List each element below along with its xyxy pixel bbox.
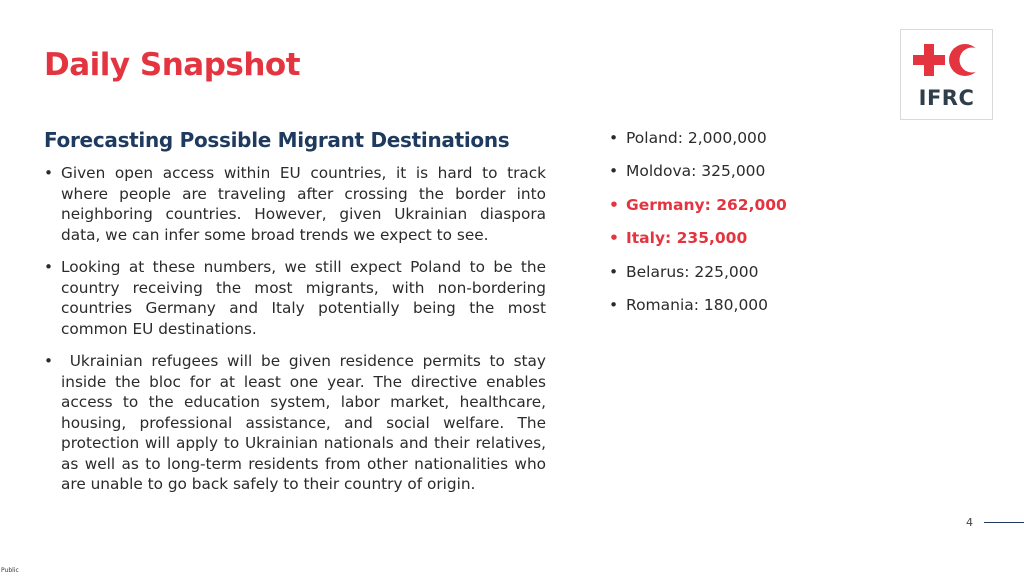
logo-text: IFRC [918,86,975,110]
red-crescent-icon [949,44,985,76]
ifrc-logo [900,29,993,120]
bullet-icon: • [44,164,54,182]
destination-text: Moldova: 325,000 [626,162,766,181]
destination-item-poland [609,127,787,160]
destination-item-belarus [609,261,787,294]
destination-item-italy [609,227,787,260]
page-title: Daily Snapshot [44,47,301,83]
destination-text: Poland: 2,000,000 [626,129,767,147]
paragraph-text: Looking at these numbers, we still expect Poland to be the country receiving the most migrants, with non-bordering countries Germany and Italy potentially being the most common EU destinations. [61,258,546,338]
list-item [44,351,551,495]
bullet-icon: • [609,195,619,214]
list-item [44,163,546,245]
logo-emblem [901,30,992,90]
bullet-icon: • [609,162,619,181]
bullet-icon: • [44,258,54,276]
destination-item-moldova [609,160,787,193]
classification-label: Public [1,567,19,574]
bullet-icon: • [609,295,619,314]
bullet-icon: • [44,352,54,370]
bullet-icon: • [609,129,619,147]
destination-item-romania [609,294,787,327]
destination-text: Italy: 235,000 [626,229,748,248]
red-cross-icon [913,44,945,76]
destination-text: Romania: 180,000 [626,295,769,314]
destination-list [609,127,787,327]
page-number: 4 [966,516,973,529]
page-number-divider [984,522,1024,523]
destination-item-germany [609,194,787,227]
destination-text: Belarus: 225,000 [626,262,759,281]
paragraph-text: Given open access within EU countries, it is hard to track where people are traveling after crossing the border into neighboring countries. However, given Ukrainian diaspora data, we can infer some broad trends we expect to see. [61,164,546,244]
bullet-icon: • [609,229,619,248]
destination-text: Germany: 262,000 [626,195,787,214]
bullet-icon: • [609,262,619,281]
list-item [44,257,546,339]
section-subtitle: Forecasting Possible Migrant Destinations [44,128,510,152]
paragraph-list [44,163,551,507]
paragraph-text: Ukrainian refugees will be given residence permits to stay inside the bloc for at least one year. The directive enables access to the education system, labor market, healthcare, housing, professional assistance, and social welfare. The protection will apply to Ukrainian nationals and their relatives, as well as to long-term residents from other nationalities who are unable to go back safely to their country of origin. [61,352,551,493]
